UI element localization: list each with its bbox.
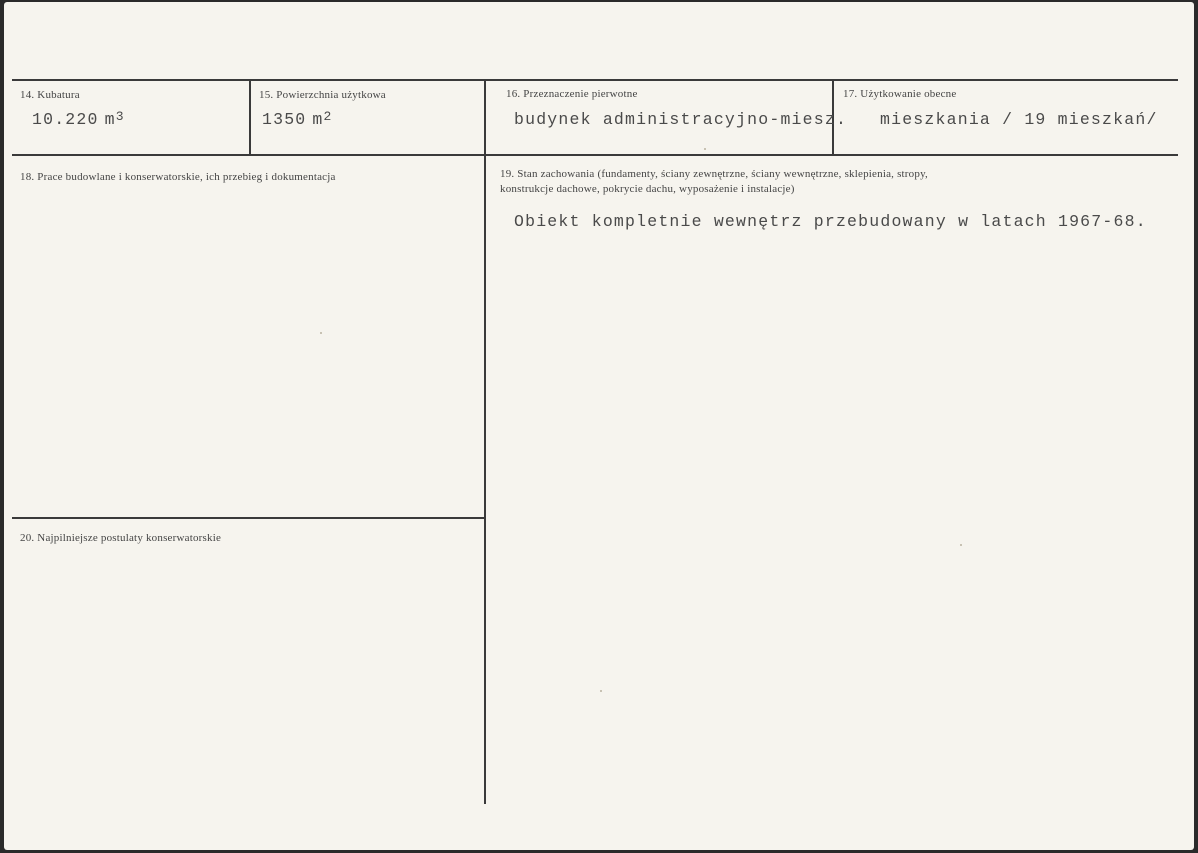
paper-speck xyxy=(600,690,602,692)
field-19-label-line2: konstrukcje dachowe, pokrycie dachu, wyposażenie i instalacje) xyxy=(500,183,795,195)
field-20-label: 20. Najpilniejsze postulaty konserwatorskie xyxy=(20,532,222,544)
divider-14-15 xyxy=(249,81,251,155)
field-16-label: 16. Przeznaczenie pierwotne xyxy=(506,88,638,100)
kubatura-number: 10.220 xyxy=(32,110,99,129)
paper-speck xyxy=(960,544,962,546)
divider-15-16 xyxy=(484,81,486,155)
field-15-label: 15. Powierzchnia użytkowa xyxy=(259,89,386,101)
field-14-label: 14. Kubatura xyxy=(20,89,80,101)
main-column-divider xyxy=(484,156,486,804)
area-unit: m xyxy=(312,110,324,129)
field-17-label: 17. Użytkowanie obecne xyxy=(843,88,957,100)
record-card xyxy=(4,2,1194,850)
top-rule xyxy=(12,79,1178,81)
kubatura-exponent: 3 xyxy=(115,109,125,124)
area-exponent: 2 xyxy=(323,109,333,124)
field-16-value: budynek administracyjno-miesz. xyxy=(514,110,848,129)
area-number: 1350 xyxy=(262,110,307,129)
field-19-label-line1: 19. Stan zachowania (fundamenty, ściany zewnętrzne, ściany wewnętrzne, sklepienia, stropy, xyxy=(500,168,929,180)
paper-speck xyxy=(320,332,322,334)
field-19-value: Obiekt kompletnie wewnętrz przebudowany w latach 1967-68. xyxy=(514,212,1147,231)
field-18-20-divider xyxy=(12,517,484,519)
header-bottom-rule xyxy=(12,154,1178,156)
field-17-value: mieszkania / 19 mieszkań/ xyxy=(880,110,1158,129)
field-15-value xyxy=(262,110,333,129)
field-18-label: 18. Prace budowlane i konserwatorskie, ich przebieg i dokumentacja xyxy=(20,171,336,183)
paper-speck xyxy=(704,148,706,150)
kubatura-unit: m xyxy=(104,110,116,129)
field-14-value xyxy=(32,110,125,129)
